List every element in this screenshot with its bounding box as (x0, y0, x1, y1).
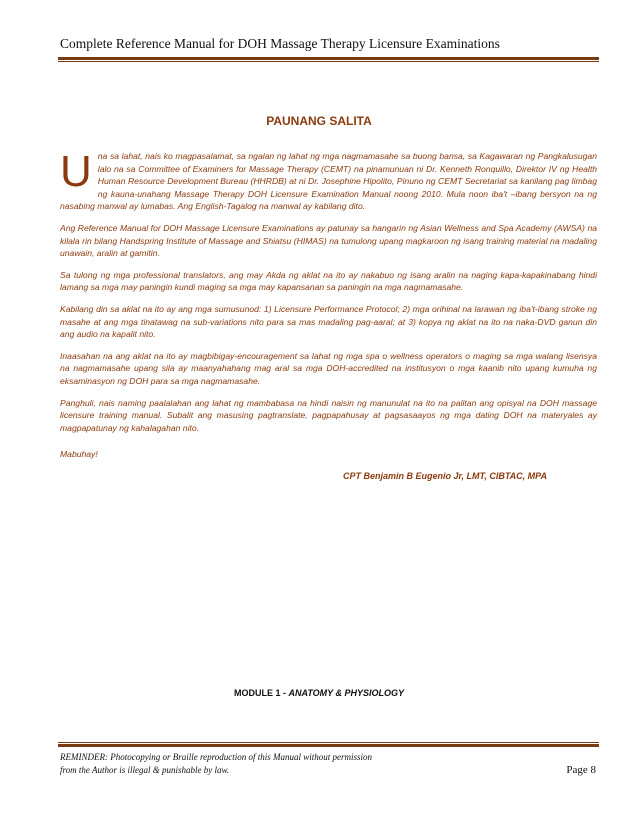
drop-cap: U (60, 147, 92, 196)
paragraph-intro-text: na sa lahat, nais ko magpasalamat, sa ngalan ng lahat ng mga nagmamasahe sa buong bansa, sa Kagawaran ng Pangkalusugan lalo na sa Committee of Examiners for Massage Therapy (CEMT) na pinamunuan ni Dr. Kenneth Ronquillo, Direktor IV ng Health Human Resource Development Bureau (HHRDB) at ni Dr. Josephine Hipolito, Pinuno ng CEMT Secretariat sa kanilang pag limbag ng kauna-unahang Massage Therapy DOH Licensure Examination Manual noong 2010. Mula noon iba't –ibang bersyon na ng nasabing manwal ay lumabas. Ang English-Tagalog na manwal ay kabilang dito. (60, 151, 597, 212)
footer-line-1: REMINDER: Photocopying or Braille reproduction of this Manual without permission (60, 752, 373, 762)
header-rule-thin (58, 61, 599, 62)
footer-reminder (60, 751, 460, 777)
closing-line: Mabuhay! (60, 449, 98, 460)
module-title (0, 688, 638, 698)
module-prefix: MODULE 1 - (233, 688, 289, 698)
paragraph-3: Sa tulong ng mga professional translators, ang may Akda ng aklat na ito ay nakabuo ng isang aralin na naging kapa-kapakinabang hindi lamang sa mga may paningin kundi maging sa mga may kapansanan sa paningin na mga nagmamasahe. (60, 269, 597, 293)
header-rule (58, 57, 599, 60)
section-heading: PAUNANG SALITA (266, 114, 372, 128)
paragraph-2: Ang Reference Manual for DOH Massage Licensure Examinations ay patunay sa hangarin ng Asian Wellness and Spa Academy (AWSA) na kilala rin bilang Handspring Institute of Massage and Shiatsu (HIMAS) na tumulong upang magkaroon ng isang training material na madaling unawain, aralin at gamitin. (60, 222, 597, 259)
paragraph-5: Inaasahan na ang aklat na ito ay magbibigay-encouragement sa lahat ng mga spa o wellness operators o maging sa mga walang lisensya na nagmamasahe upang sila ay maanyahahang mag aral sa mga DOH-accredited na institusyon o mga kaanib nito upang kumuha ng eksaminasyon ng DOH para sa mga nagmamasahe. (60, 350, 597, 386)
footer-rule (58, 744, 599, 747)
paragraph-4: Kabilang din sa aklat na ito ay ang mga sumusunod: 1) Licensure Performance Protocol; 2) mga orihinal na larawan ng iba't-ibang stroke ng masahe at ang mga tinatawag na sub-variations nito para sa mas madaling pag-aaral; at 3) kopya ng aklat na ito na naka-DVD ganun din ang audio na kapalit nito. (60, 303, 597, 340)
page-number: Page 8 (566, 764, 596, 776)
footer-line-2: from the Author is illegal & punishable by law. (60, 765, 230, 775)
module-name: ANATOMY & PHYSIOLOGY (288, 688, 405, 698)
running-header: Complete Reference Manual for DOH Massage Therapy Licensure Examinations (60, 36, 500, 51)
footer-rule-thin (58, 742, 599, 743)
paragraph-intro (60, 147, 597, 213)
foreword-body (60, 147, 597, 482)
signature: CPT Benjamin B Eugenio Jr, LMT, CIBTAC, MPA (342, 470, 547, 481)
paragraph-6: Panghuli, nais naming paalalahan ang lahat ng mambabasa na hindi naisin ng manunulat na ito na palitan ang opisyal na DOH massage licensure training manual. Subalit ang masusing pagtranslate, pagpapahusay at pagsasaayos ng mga dating DOH na materyales ay magpapatunay ng kahalagahan nito. (60, 397, 597, 433)
